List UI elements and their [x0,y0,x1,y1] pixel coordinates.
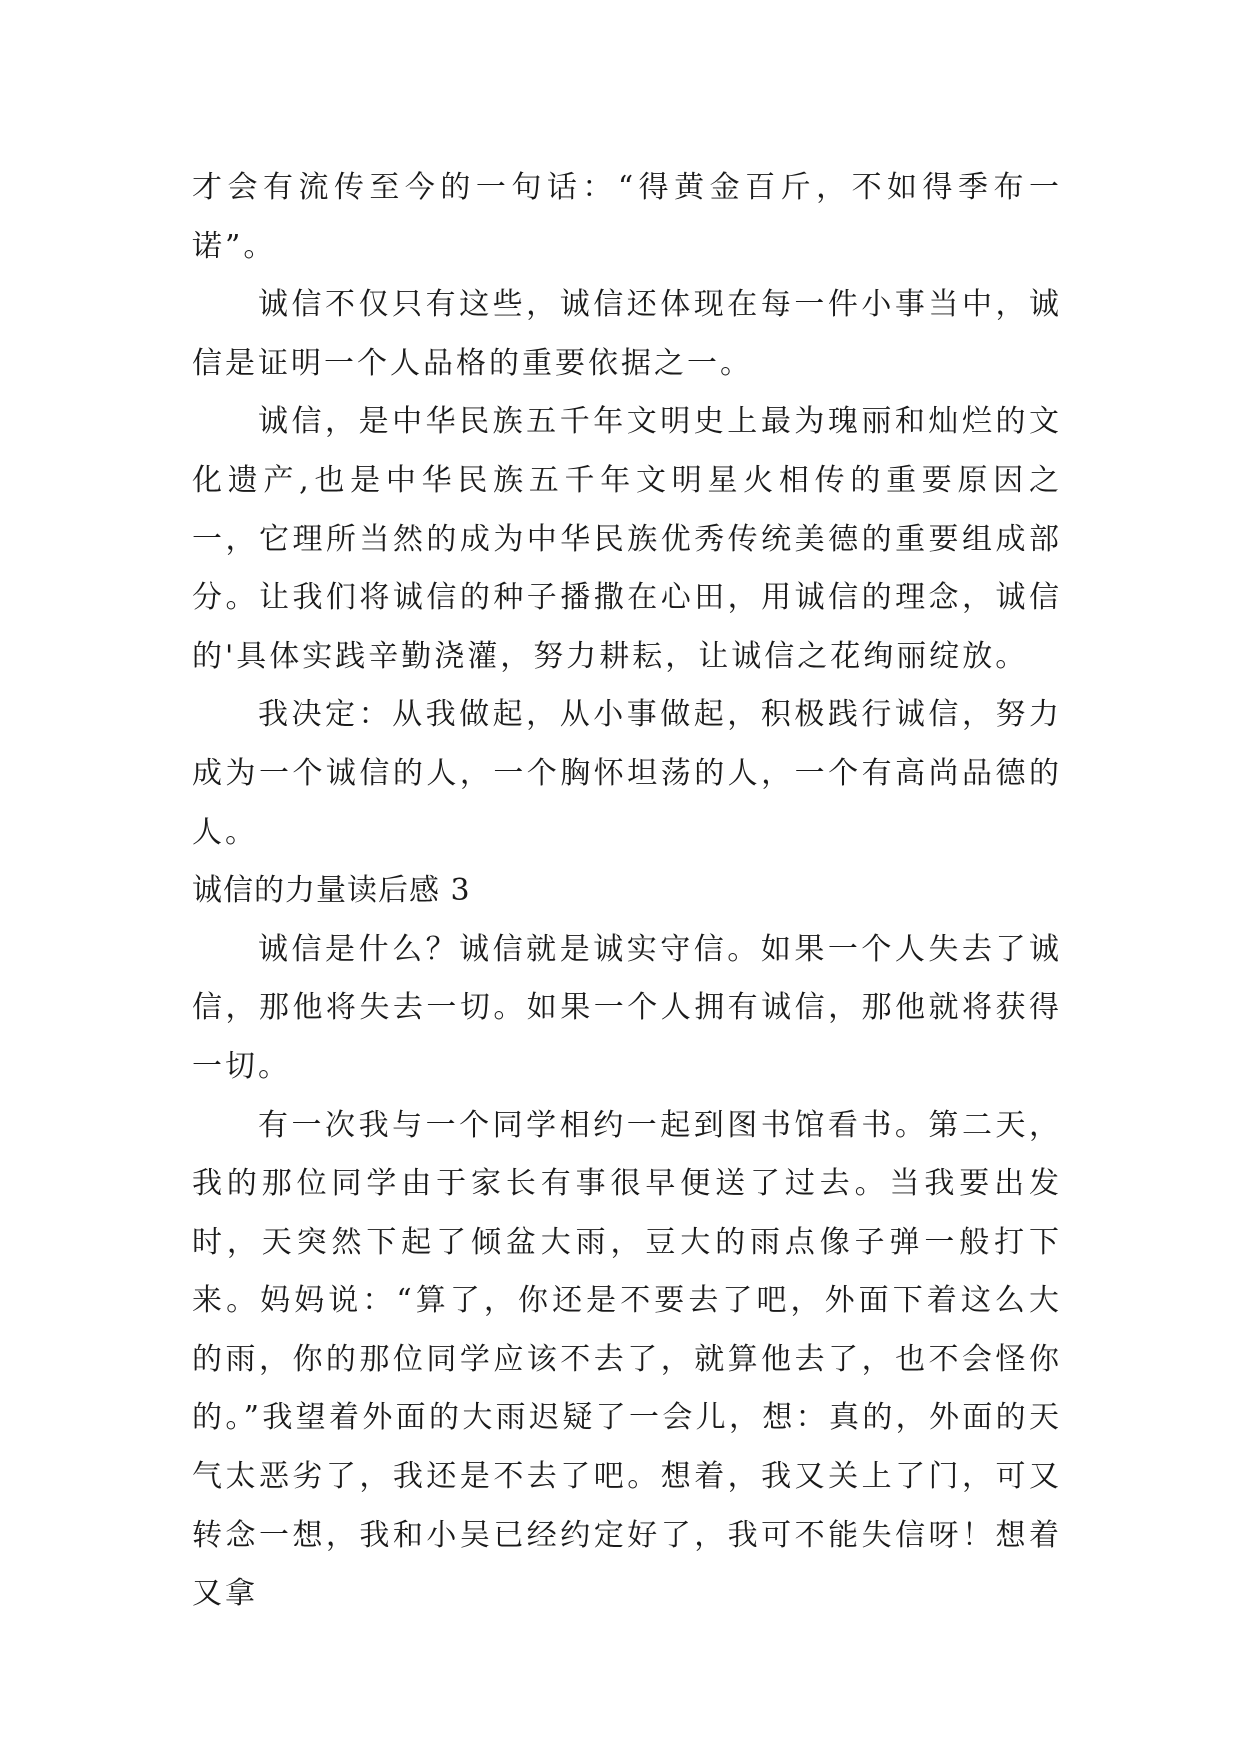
paragraph: 我决定：从我做起，从小事做起，积极践行诚信，努力成为一个诚信的人，一个胸怀坦荡的人，一个有高尚品德的人。 [192,697,1062,850]
paragraph: 诚信是什么？诚信就是诚实守信。如果一个人失去了诚信，那他将失去一切。如果一个人拥有诚信，那他就将获得一切。 [192,931,1062,1084]
paragraph: 诚信，是中华民族五千年文明史上最为瑰丽和灿烂的文化遗产,也是中华民族五千年文明星火相传的重要原因之一，它理所当然的成为中华民族优秀传统美德的重要组成部分。让我们将诚信的种子播撒在心田，用诚信的理念，诚信的'具体实践辛勤浇灌，努力耕耘，让诚信之花绚丽绽放。 [192,404,1062,674]
paragraph: 有一次我与一个同学相约一起到图书馆看书。第二天，我的那位同学由于家长有事很早便送了过去。当我要出发时，天突然下起了倾盆大雨，豆大的雨点像子弹一般打下来。妈妈说：“算了，你还是不要去了吧，外面下着这么大的雨，你的那位同学应该不去了，就算他去了，也不会怪你的。”我望着外面的大雨迟疑了一会儿，想：真的，外面的天气太恶劣了，我还是不去了吧。想着，我又关上了门，可又转念一想，我和小吴已经约定好了，我可不能失信呀！想着又拿 [192,1107,1062,1612]
paragraph: 诚信不仅只有这些，诚信还体现在每一件小事当中，诚信是证明一个人品格的重要依据之一。 [192,287,1062,381]
section-heading: 诚信的力量读后感 3 [192,873,471,909]
paragraph: 才会有流传至今的一句话：“得黄金百斤，不如得季布一诺”。 [192,170,1062,264]
document-body [192,159,1062,1624]
